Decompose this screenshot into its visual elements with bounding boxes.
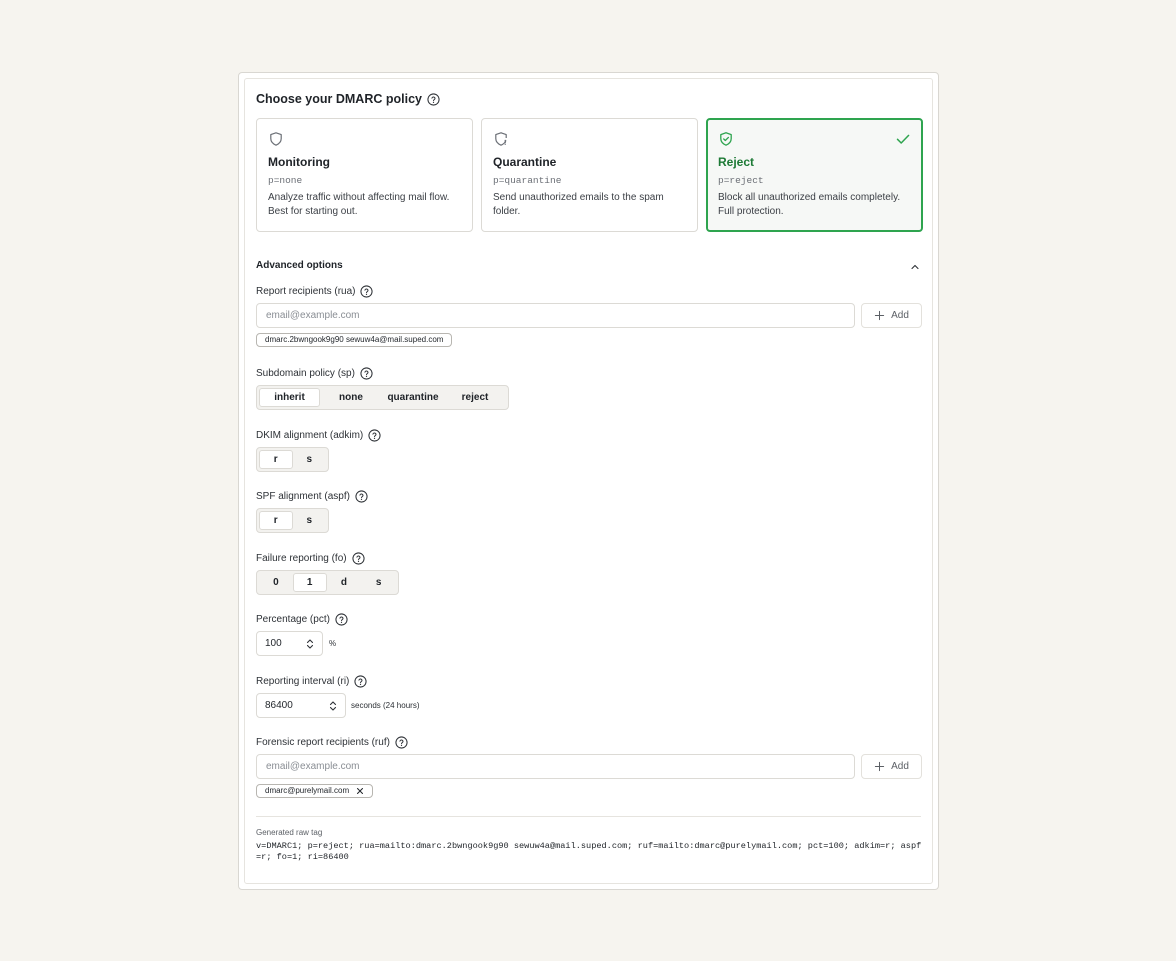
help-icon[interactable]	[335, 613, 348, 626]
help-icon[interactable]	[354, 675, 367, 688]
ruf-label-text: Forensic report recipients (ruf)	[256, 737, 390, 748]
sp-option-none[interactable]: none	[339, 392, 363, 403]
fo-option-0[interactable]: 0	[273, 577, 279, 588]
pct-unit: %	[329, 639, 337, 648]
adkim-option-r[interactable]: r	[259, 450, 293, 469]
shield-check-icon	[718, 131, 734, 147]
adkim-option-s[interactable]: s	[306, 454, 313, 465]
plus-icon	[874, 310, 885, 321]
adkim-label	[256, 429, 381, 442]
help-icon[interactable]	[395, 736, 408, 749]
card-name: Quarantine	[493, 155, 557, 169]
aspf-option-s[interactable]: s	[306, 515, 313, 526]
sp-label-text: Subdomain policy (sp)	[256, 368, 355, 379]
fo-option-1[interactable]: 1	[293, 573, 327, 592]
checkmark-icon	[895, 131, 911, 147]
adkim-label-text: DKIM alignment (adkim)	[256, 430, 364, 441]
policy-card-reject[interactable]	[706, 118, 923, 232]
help-icon[interactable]	[427, 93, 440, 106]
policy-card-monitoring[interactable]	[256, 118, 473, 232]
help-icon[interactable]	[360, 285, 373, 298]
aspf-option-r[interactable]: r	[259, 511, 293, 530]
rua-label	[256, 285, 373, 298]
dmarc-policy-panel	[238, 72, 939, 890]
card-name: Reject	[718, 155, 755, 169]
card-code: p=quarantine	[493, 175, 562, 186]
sp-option-quarantine[interactable]: quarantine	[387, 392, 439, 403]
card-code: p=reject	[718, 175, 764, 186]
help-icon[interactable]	[352, 552, 365, 565]
ri-value: 86400	[265, 700, 293, 711]
rua-email-input[interactable]: email@example.com	[256, 303, 855, 328]
ri-label-text: Reporting interval (ri)	[256, 676, 350, 687]
close-icon[interactable]	[356, 787, 364, 795]
ri-unit: seconds (24 hours)	[351, 701, 420, 710]
add-label: Add	[891, 310, 909, 321]
pct-label	[256, 613, 348, 626]
pct-label-text: Percentage (pct)	[256, 614, 330, 625]
fo-option-s[interactable]: s	[375, 577, 382, 588]
card-description: Send unauthorized emails to the spam folder.	[493, 192, 664, 217]
divider	[256, 816, 921, 817]
stepper-icon[interactable]	[329, 700, 337, 712]
policy-title-text: Choose your DMARC policy	[256, 92, 422, 106]
pct-value: 100	[265, 638, 282, 649]
stepper-icon[interactable]	[306, 638, 314, 650]
help-icon[interactable]	[368, 429, 381, 442]
aspf-label-text: SPF alignment (aspf)	[256, 491, 350, 502]
chip-text: dmarc@purelymail.com	[265, 786, 350, 795]
fo-label-text: Failure reporting (fo)	[256, 553, 347, 564]
ruf-email-input[interactable]: email@example.com	[256, 754, 855, 779]
help-icon[interactable]	[355, 490, 368, 503]
ri-number-input[interactable]	[256, 693, 346, 718]
rua-recipient-chip	[256, 333, 452, 347]
sp-option-inherit[interactable]: inherit	[259, 388, 320, 407]
advanced-options-title: Advanced options	[256, 260, 343, 271]
adkim-segmented-control	[256, 447, 329, 472]
chip-text: dmarc.2bwngook9g90 sewuw4a@mail.suped.com	[265, 335, 444, 344]
policy-title	[256, 92, 440, 106]
raw-tag-label: Generated raw tag	[256, 828, 323, 837]
chevron-up-icon[interactable]	[909, 261, 921, 273]
aspf-label	[256, 490, 368, 503]
add-label: Add	[891, 761, 909, 772]
raw-tag-value: v=DMARC1; p=reject; rua=mailto:dmarc.2bwngook9g90 sewuw4a@mail.suped.com; ruf=mailto:dmarc@purelymail.com; pct=100; adkim=r; aspf=r; fo=1; ri=86400	[256, 841, 922, 862]
fo-label	[256, 552, 365, 565]
rua-add-button[interactable]	[861, 303, 922, 328]
shield-alert-icon	[493, 131, 509, 147]
card-description: Analyze traffic without affecting mail flow. Best for starting out.	[268, 192, 450, 217]
ruf-recipient-chip	[256, 784, 373, 798]
panel-inner	[244, 78, 933, 884]
rua-label-text: Report recipients (rua)	[256, 286, 356, 297]
sp-segmented-control	[256, 385, 509, 410]
ruf-add-button[interactable]	[861, 754, 922, 779]
fo-segmented-control	[256, 570, 399, 595]
card-description: Block all unauthorized emails completely. Full protection.	[718, 192, 901, 217]
pct-number-input[interactable]	[256, 631, 323, 656]
card-name: Monitoring	[268, 155, 330, 169]
plus-icon	[874, 761, 885, 772]
shield-icon	[268, 131, 284, 147]
card-code: p=none	[268, 175, 303, 186]
help-icon[interactable]	[360, 367, 373, 380]
fo-option-d[interactable]: d	[340, 577, 347, 588]
policy-card-quarantine[interactable]	[481, 118, 698, 232]
advanced-options-toggle[interactable]	[256, 260, 921, 274]
ruf-label	[256, 736, 408, 749]
sp-option-reject[interactable]: reject	[461, 392, 489, 403]
sp-label	[256, 367, 373, 380]
aspf-segmented-control	[256, 508, 329, 533]
ri-label	[256, 675, 367, 688]
